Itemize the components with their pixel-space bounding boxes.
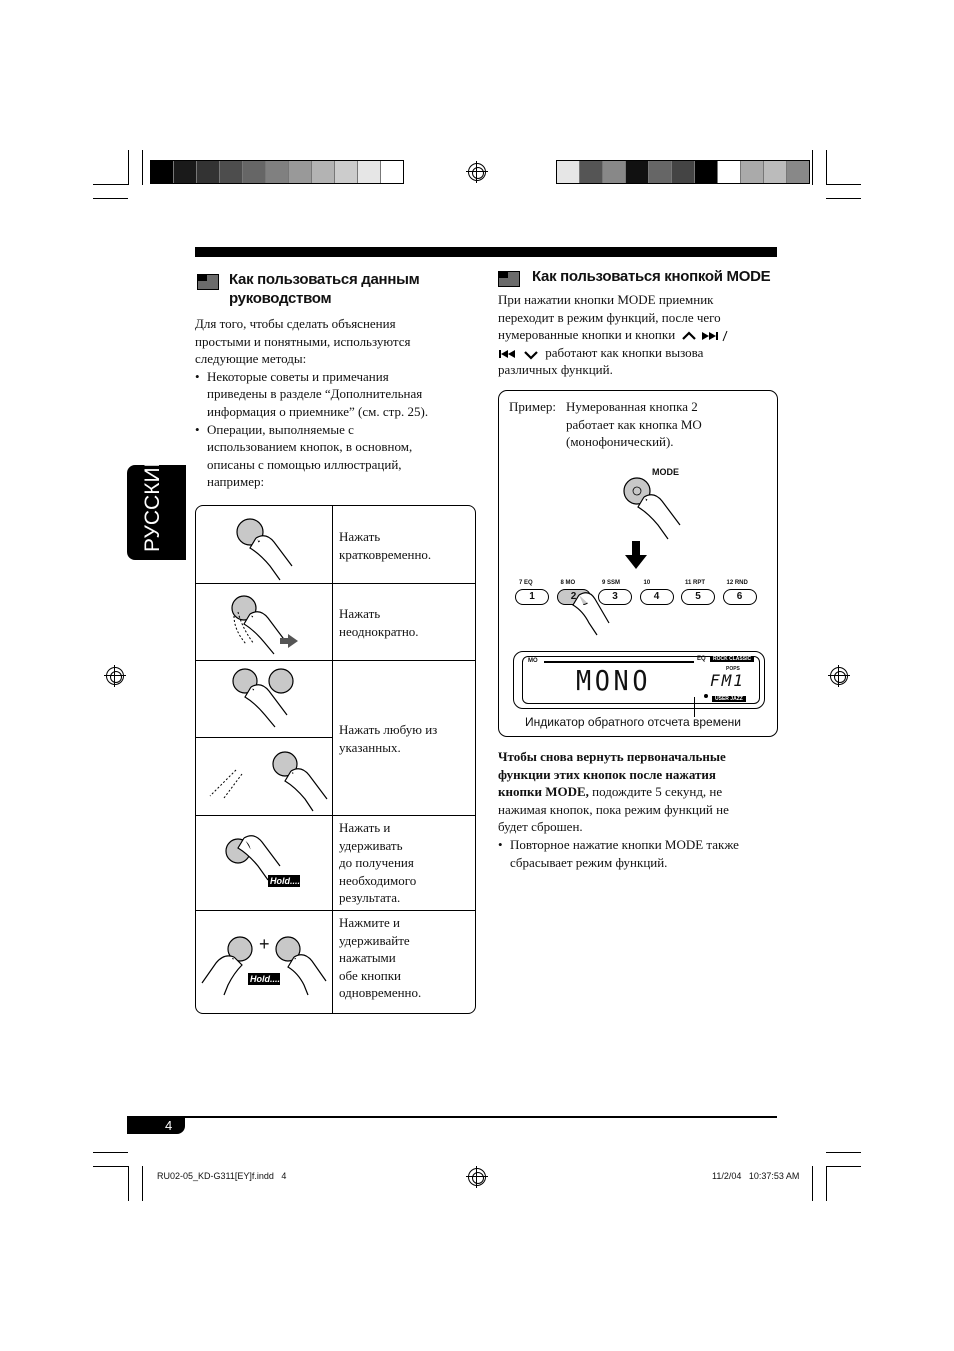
example-text: Нумерованная кнопка 2 работает как кнопка MO (монофонический). xyxy=(566,399,702,450)
color-swatch xyxy=(358,161,381,183)
footer-date: 11/2/04 10:37:53 AM xyxy=(712,1171,800,1181)
example-label: Пример: xyxy=(509,399,556,414)
hold-label: Hold.... xyxy=(270,876,300,886)
mode-button-press xyxy=(614,473,704,543)
color-bar-right xyxy=(556,160,810,184)
bullet-item: • Некоторые советы и примечания приведены в разделе “Дополнительная информация о приемнике” (см. стр. 25). xyxy=(195,368,475,421)
color-swatch xyxy=(603,161,626,183)
heading-square-icon xyxy=(498,271,520,287)
preset-button-label: 11 RPT xyxy=(685,580,706,586)
preset-button-label: 10 xyxy=(643,580,651,586)
color-swatch xyxy=(266,161,289,183)
finger-icon xyxy=(571,591,621,637)
footer-rule xyxy=(127,1116,777,1118)
preset-button-4[interactable]: 4 xyxy=(640,589,674,605)
preset-button-label: 9 SSM xyxy=(602,580,621,586)
language-tab xyxy=(127,452,186,560)
example-box xyxy=(498,390,778,737)
left-intro: Для того, чтобы сделать объяснения простыми и понятными, используются следующие методы: • Некоторые советы и примечания приведены в разделе “Дополнительная информация о приемнике” (см. стр. 25). • Операции, выполняемые с использованием кнопок, в основном, описаны с помощью иллюстраций, например: xyxy=(195,315,475,491)
lcd-mo: MO xyxy=(528,658,538,664)
lcd-tags-bottom: USER JAZZ xyxy=(712,696,746,702)
color-swatch xyxy=(174,161,197,183)
preset-button-1[interactable]: 1 xyxy=(515,589,549,605)
color-swatch xyxy=(289,161,312,183)
table-row: Нажать неоднократно. xyxy=(339,606,419,639)
preset-button-label: 12 RND xyxy=(726,580,748,586)
color-swatch xyxy=(335,161,358,183)
color-swatch xyxy=(312,161,335,183)
registration-mark-icon xyxy=(468,1168,486,1186)
color-swatch xyxy=(580,161,603,183)
bullet-item: • Операции, выполняемые с использованием кнопок, в основном, описаны с помощью иллюстраций, например: xyxy=(195,421,475,491)
mode-label: MODE xyxy=(652,467,679,477)
lcd-tag-pops: POPS xyxy=(726,666,740,672)
header-rule xyxy=(195,247,777,257)
preset-button-6[interactable]: 6 xyxy=(723,589,757,605)
up-next-icon xyxy=(680,330,730,342)
mode-reset-note: Чтобы снова вернуть первоначальные функции этих кнопок после нажатия кнопки MODE, подождите 5 секунд, не нажимая кнопок, пока режим функций не будет сброшен. • Повторное нажатие кнопки MODE также сбрасывает режим функций. xyxy=(498,748,778,871)
registration-mark-icon xyxy=(468,163,486,181)
color-swatch xyxy=(649,161,672,183)
lcd-band: FM1 xyxy=(710,671,745,690)
preset-button-2[interactable]: 2 xyxy=(557,589,591,605)
lcd-display xyxy=(513,651,765,709)
color-swatch xyxy=(695,161,718,183)
color-swatch xyxy=(626,161,649,183)
table-row: Нажмите и удерживайте нажатыми обе кнопки одновременно. xyxy=(339,915,422,1001)
color-swatch xyxy=(151,161,174,183)
color-swatch xyxy=(718,161,741,183)
registration-mark-icon xyxy=(106,667,124,685)
bullet-item: • Повторное нажатие кнопки MODE также сбрасывает режим функций. xyxy=(498,836,778,871)
lcd-eq: EQ xyxy=(697,656,706,662)
preset-button-3[interactable]: 3 xyxy=(598,589,632,605)
table-row: Нажать кратковременно. xyxy=(339,529,432,562)
countdown-indicator xyxy=(704,694,708,698)
table-row: Нажать любую из указанных. xyxy=(339,722,438,755)
color-swatch xyxy=(741,161,764,183)
color-swatch xyxy=(381,161,403,183)
lcd-tags-top: ROCK CLASSIC xyxy=(710,656,754,662)
left-heading: Как пользоваться данным руководством xyxy=(197,270,477,308)
color-swatch xyxy=(764,161,787,183)
preset-button-label: 8 MO xyxy=(560,580,576,586)
lcd-main-text: MONO xyxy=(576,664,652,697)
page-number: 4 xyxy=(165,1118,173,1133)
registration-mark-icon xyxy=(830,667,848,685)
color-swatch xyxy=(220,161,243,183)
right-intro: При нажатии кнопки MODE приемник переходит в режим функций, после чего нумерованные кнопки и кнопки работают как кнопки вызова различных функций. xyxy=(498,291,778,379)
press-methods-table xyxy=(195,505,476,1014)
prev-down-icon xyxy=(498,348,542,360)
plus-sign: + xyxy=(259,934,270,954)
color-bar-left xyxy=(150,160,404,184)
preset-button-5[interactable]: 5 xyxy=(681,589,715,605)
color-swatch xyxy=(672,161,695,183)
color-swatch xyxy=(243,161,266,183)
color-swatch xyxy=(787,161,809,183)
color-swatch xyxy=(197,161,220,183)
language-tab-label: РУССКИЙ xyxy=(141,452,164,552)
footer-file: RU02-05_KD-G311[EY]f.indd 4 xyxy=(157,1171,287,1181)
hold-label: Hold.... xyxy=(250,974,280,984)
table-row: Нажать и удерживать до получения необходимого результата. xyxy=(339,820,417,906)
page-number-tab xyxy=(127,1118,185,1134)
down-arrow-icon xyxy=(625,541,647,571)
heading-square-icon xyxy=(197,274,219,290)
countdown-caption: Индикатор обратного отсчета времени xyxy=(525,715,741,729)
color-swatch xyxy=(557,161,580,183)
preset-button-label: 7 EQ xyxy=(519,580,533,586)
right-heading: Как пользоваться кнопкой MODE xyxy=(498,267,788,286)
